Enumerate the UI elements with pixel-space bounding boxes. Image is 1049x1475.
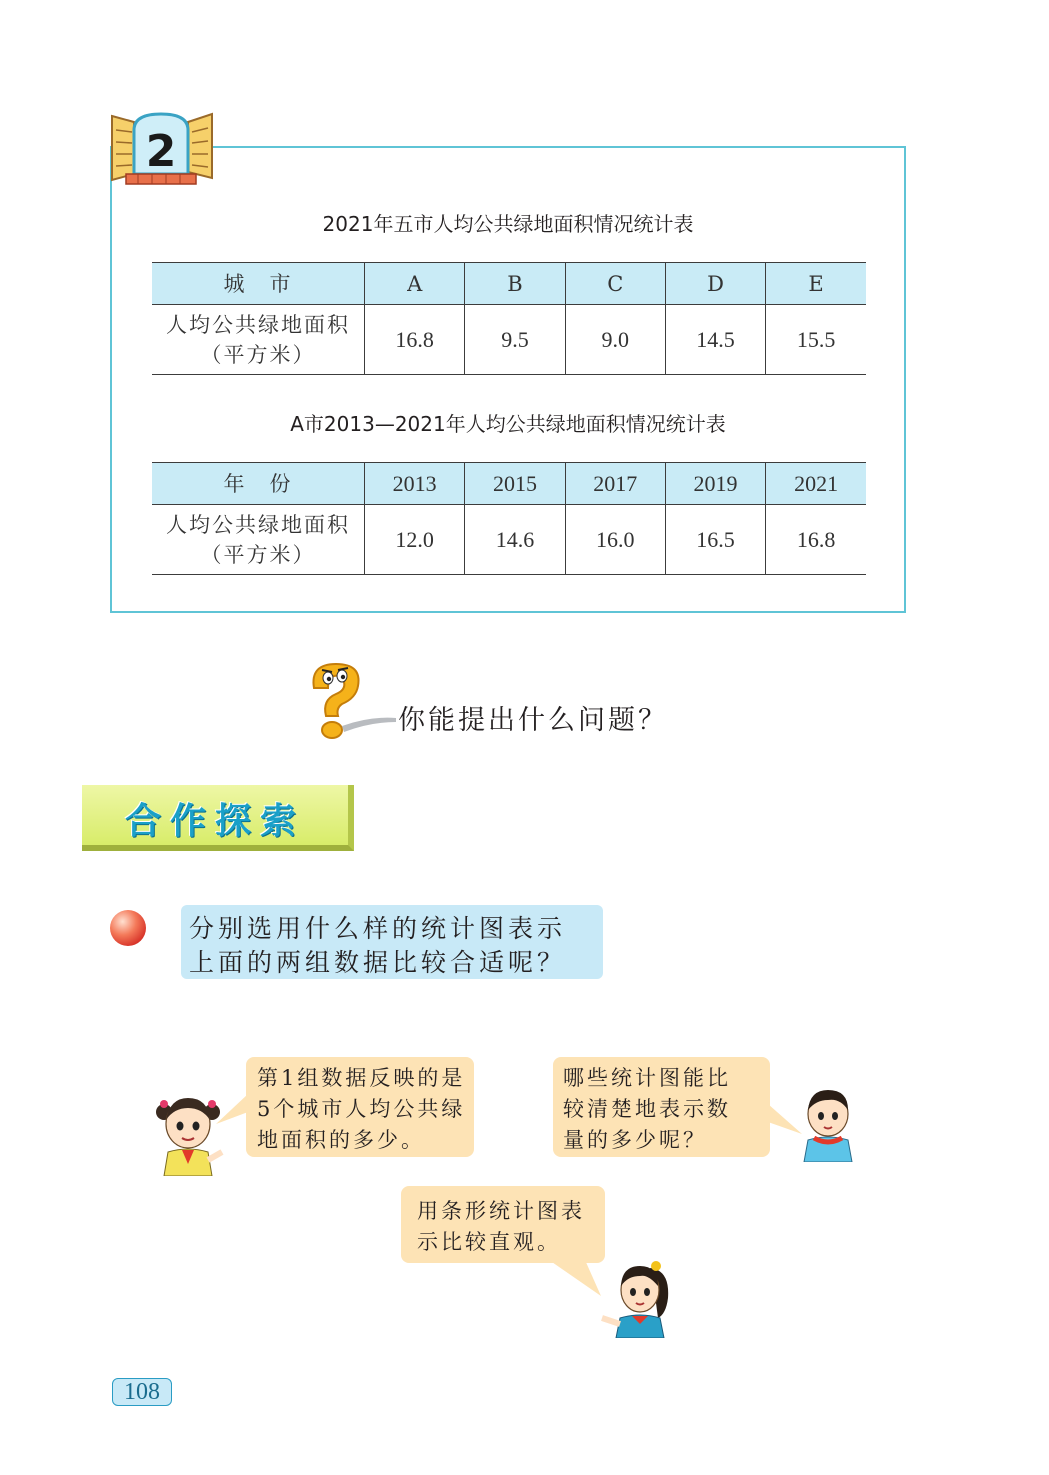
table1-cell: 9.0 <box>565 305 665 375</box>
table2-row-label <box>152 505 365 575</box>
row-label-line2: （平方米） <box>200 542 316 567</box>
table2-col: 2015 <box>465 463 565 505</box>
girl-character-left-icon <box>152 1090 224 1176</box>
problem-number: 2 <box>145 126 177 177</box>
row-label-line2: （平方米） <box>200 342 316 367</box>
table2-col: 2021 <box>766 463 866 505</box>
table2-col: 2017 <box>565 463 665 505</box>
table1-cell: 15.5 <box>766 305 866 375</box>
question-mark-icon <box>300 660 400 742</box>
table1-col: B <box>465 263 565 305</box>
table2-col: 2013 <box>365 463 465 505</box>
bubble-line: 5个城市人均公共绿 <box>257 1097 466 1121</box>
table1-row-label <box>152 305 365 375</box>
speech-bubble-boy <box>553 1057 770 1157</box>
boy-character-icon <box>796 1084 860 1162</box>
table1-col: E <box>766 263 866 305</box>
bubble-line: 哪些统计图能比 <box>563 1066 731 1090</box>
speech-bubble-girl2 <box>401 1186 605 1263</box>
table2-title: A市2013—2021年人均公共绿地面积情况统计表 <box>290 412 726 436</box>
table2-header-label: 年 份 <box>152 463 365 505</box>
table1-value-row <box>152 305 866 375</box>
speech-bubble-girl1 <box>246 1057 474 1157</box>
bubble-line: 示比较直观。 <box>417 1230 561 1254</box>
bubble-line: 用条形统计图表 <box>417 1199 585 1223</box>
table1-header-row <box>152 263 866 305</box>
bubble-line: 较清楚地表示数 <box>563 1097 731 1121</box>
table2 <box>152 462 866 575</box>
table1-cell: 14.5 <box>665 305 765 375</box>
girl-character-right-icon <box>596 1258 680 1338</box>
table2-col: 2019 <box>665 463 765 505</box>
table2-value-row <box>152 505 866 575</box>
table1-cell: 16.8 <box>365 305 465 375</box>
table2-cell: 16.5 <box>665 505 765 575</box>
table1-col: D <box>665 263 765 305</box>
window-number-badge <box>108 108 216 188</box>
bubble-line: 地面积的多少。 <box>257 1128 425 1152</box>
table1-title: 2021年五市人均公共绿地面积情况统计表 <box>322 212 694 236</box>
table1-header-label: 城 市 <box>152 263 365 305</box>
question-text: 你能提出什么问题？ <box>398 705 668 736</box>
table2-cell: 14.6 <box>465 505 565 575</box>
table1 <box>152 262 866 375</box>
table2-cell: 16.0 <box>565 505 665 575</box>
table2-cell: 16.8 <box>766 505 866 575</box>
row-label-line1: 人均公共绿地面积 <box>166 312 350 337</box>
table1-col: C <box>565 263 665 305</box>
bullet-ball-icon <box>110 910 146 946</box>
table1-cell: 9.5 <box>465 305 565 375</box>
section-banner <box>82 785 354 851</box>
page-number: 108 <box>112 1378 172 1406</box>
bubble-tail <box>216 1090 248 1130</box>
table1-col: A <box>365 263 465 305</box>
prompt-line1: 分别选用什么样的统计图表示 <box>189 914 567 943</box>
row-label-line1: 人均公共绿地面积 <box>166 512 350 537</box>
prompt-box <box>181 905 603 979</box>
bubble-line: 量的多少呢？ <box>563 1128 707 1152</box>
section-title: 合作探索 <box>124 801 305 842</box>
table2-header-row <box>152 463 866 505</box>
table2-cell: 12.0 <box>365 505 465 575</box>
bubble-line: 第1组数据反映的是 <box>257 1066 466 1090</box>
prompt-line2: 上面的两组数据比较合适呢？ <box>189 948 567 977</box>
